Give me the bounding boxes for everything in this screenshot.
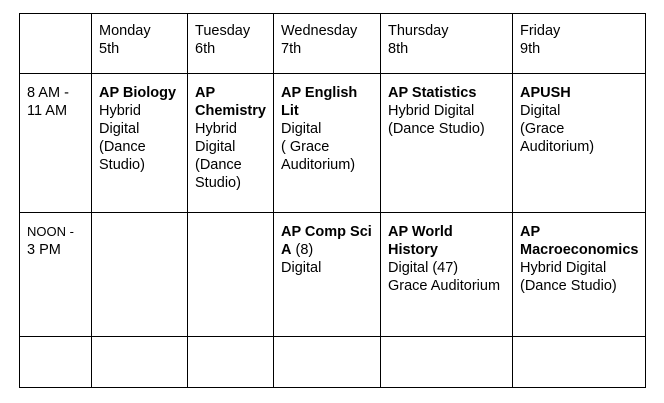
empty-cell (188, 337, 274, 388)
time-cell (20, 213, 92, 337)
exam-cell (513, 74, 646, 213)
morning-slot-row (20, 74, 646, 213)
exam-details: Hybrid Digital (Dance Studio) (388, 103, 485, 137)
exam-cell (188, 74, 274, 213)
time-label-line1: NOON - (27, 224, 74, 239)
day-header-friday (513, 14, 646, 74)
exam-cell (513, 213, 646, 337)
day-name: Wednesday (281, 23, 358, 39)
day-date: 7th (281, 41, 302, 57)
exam-title: AP Biology (99, 85, 177, 101)
exam-cell-empty (92, 213, 188, 337)
day-name: Thursday (388, 23, 449, 39)
exam-details: Digital (281, 260, 322, 276)
empty-cell (20, 337, 92, 388)
empty-cell (92, 337, 188, 388)
time-label: 8 AM - 11 AM (27, 85, 69, 119)
exam-details: Digital (47) Grace Auditorium (388, 260, 501, 294)
empty-cell (274, 337, 381, 388)
exam-cell (92, 74, 188, 213)
exam-cell (274, 213, 381, 337)
day-header-thursday (381, 14, 513, 74)
exam-details: Digital (Grace Auditorium) (520, 103, 595, 155)
day-name: Friday (520, 23, 561, 39)
day-date: 5th (99, 41, 120, 57)
exam-title-extra: (8) (291, 242, 314, 258)
exam-title: AP Chemistry (195, 85, 266, 119)
exam-cell (381, 74, 513, 213)
exam-title: AP English Lit (281, 85, 358, 119)
exam-title: AP Comp Sci A (281, 224, 372, 258)
day-header-wednesday (274, 14, 381, 74)
time-label-line2: 3 PM (27, 242, 61, 258)
afternoon-slot-row (20, 213, 646, 337)
day-header-monday (92, 14, 188, 74)
exam-title: AP World History (388, 224, 453, 258)
exam-cell (274, 74, 381, 213)
empty-row (20, 337, 646, 388)
empty-cell (381, 337, 513, 388)
exam-details: Hybrid Digital (Dance Studio) (195, 121, 242, 191)
day-date: 8th (388, 41, 409, 57)
exam-schedule-table (19, 13, 646, 388)
empty-cell (513, 337, 646, 388)
exam-details: Hybrid Digital (Dance Studio) (520, 260, 617, 294)
exam-title: APUSH (520, 85, 571, 101)
day-date: 6th (195, 41, 216, 57)
day-date: 9th (520, 41, 541, 57)
exam-details: Digital ( Grace Auditorium) (281, 121, 356, 173)
exam-details: Hybrid Digital (Dance Studio) (99, 103, 146, 173)
exam-cell (381, 213, 513, 337)
day-name: Tuesday (195, 23, 251, 39)
exam-title-wrap (281, 223, 373, 259)
header-row (20, 14, 646, 74)
day-name: Monday (99, 23, 151, 39)
corner-cell (20, 14, 92, 74)
exam-title: AP Statistics (388, 85, 477, 101)
time-cell (20, 74, 92, 213)
exam-cell-empty (188, 213, 274, 337)
exam-title: AP Macroeconomics (520, 224, 639, 258)
day-header-tuesday (188, 14, 274, 74)
